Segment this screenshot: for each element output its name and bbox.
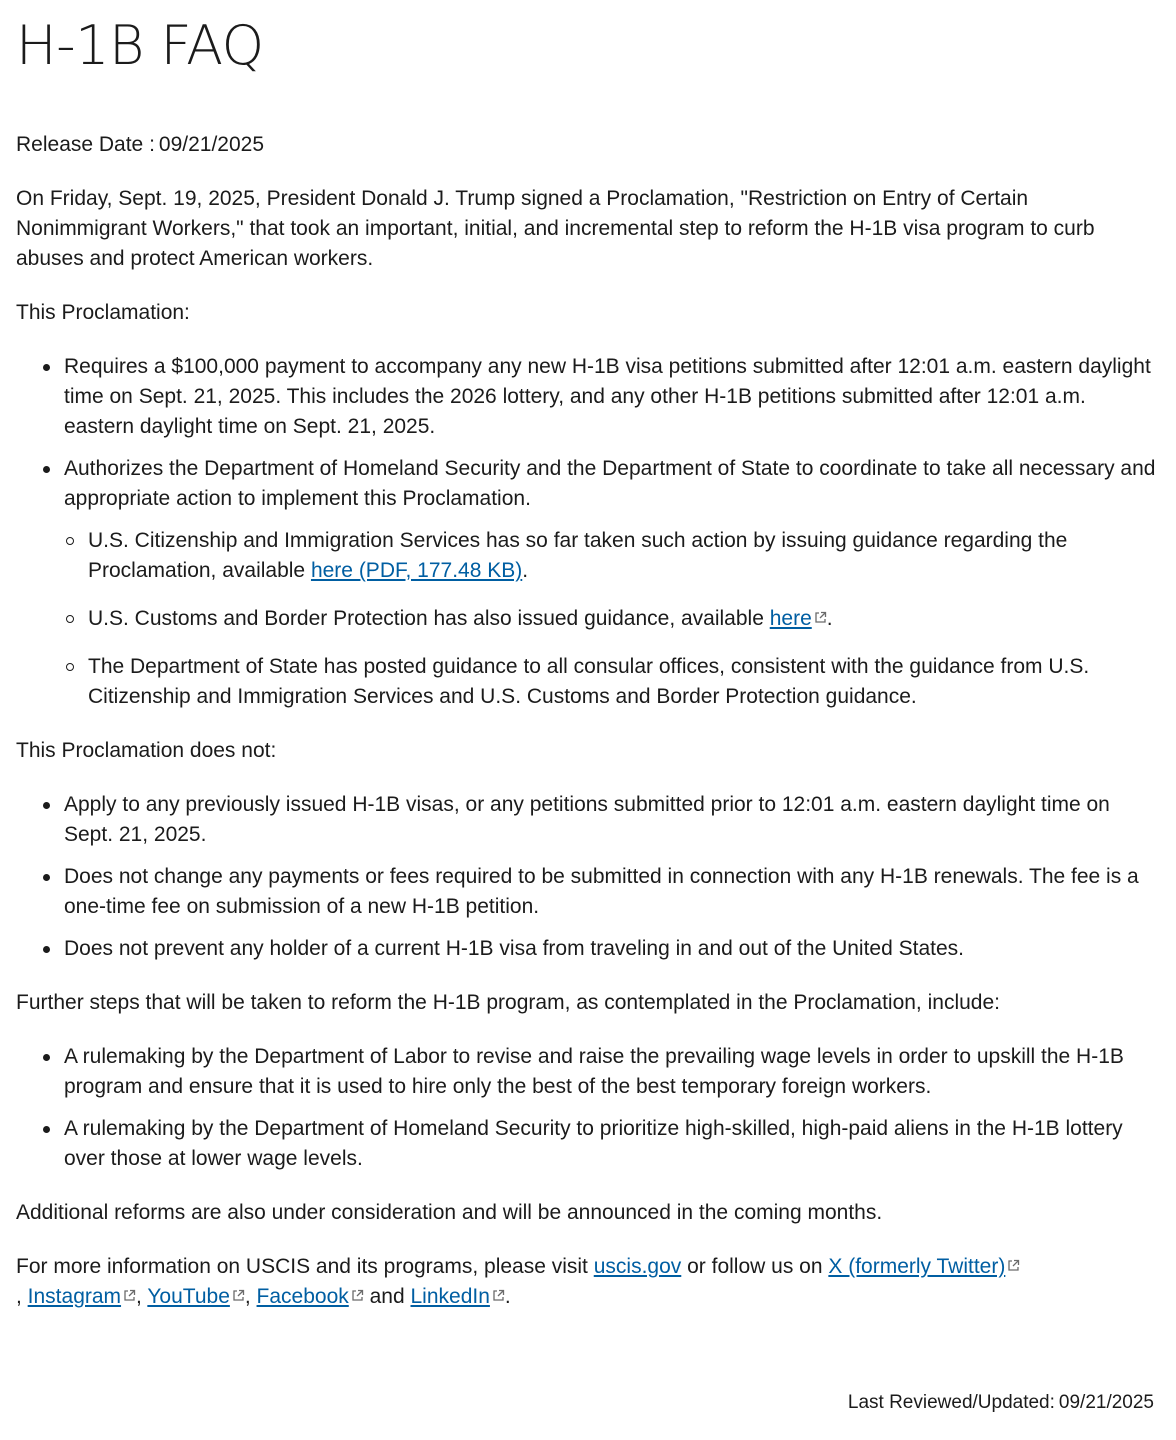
x-twitter-link[interactable]: X (formerly Twitter) [828, 1255, 1006, 1278]
list-item-text: Authorizes the Department of Homeland Security and the Department of State to coordinate to take all necessary and appropriate action to implement this Proclamation. [64, 457, 1156, 510]
list-item [64, 790, 1156, 850]
sub-item-end: . [826, 607, 833, 630]
intro-paragraph: On Friday, Sept. 19, 2025, President Donald J. Trump signed a Proclamation, "Restriction on Entry of Certain Nonimmigrant Workers," that took an important, initial, and incremental step to reform the H-1B visa program to curb abuses and protect American workers. [16, 187, 1095, 270]
instagram-link[interactable]: Instagram [27, 1285, 122, 1308]
sub-item-end: . [522, 559, 529, 582]
more-info-paragraph [16, 1252, 1156, 1312]
last-reviewed [848, 1388, 1154, 1418]
sub-item-text: The Department of State has posted guidance to all consular offices, consistent with the guidance from U.S. Citizenship and Immigration Services and U.S. Customs and Border Protection guidance. [88, 655, 1090, 708]
separator: , [244, 1285, 257, 1308]
last-reviewed-label: Last Reviewed/Updated: [847, 1392, 1055, 1413]
list-item [64, 1042, 1156, 1102]
release-date [16, 130, 1156, 160]
release-date-value: 09/21/2025 [158, 133, 265, 156]
more-info-follow: or follow us on [681, 1255, 829, 1278]
uscis-guidance-pdf-link[interactable]: here (PDF, 177.48 KB) [310, 559, 523, 582]
external-link-icon [351, 1289, 364, 1302]
external-link-icon [232, 1289, 245, 1302]
list-item-text: A rulemaking by the Department of Homeland Security to prioritize high-skilled, high-paid aliens in the H-1B lottery over those at lower wage levels. [64, 1117, 1123, 1170]
further-steps-list [16, 1042, 1156, 1174]
list-item [64, 352, 1156, 442]
sub-item-text: U.S. Customs and Border Protection has also issued guidance, available [88, 607, 770, 630]
sub-item-text: U.S. Citizenship and Immigration Services has so far taken such action by issuing guidance regarding the Proclamation, available [88, 529, 1068, 582]
does-not-list [16, 790, 1156, 964]
release-date-label: Release Date : [16, 133, 155, 156]
faq-content [16, 0, 1156, 1312]
separator: , [16, 1285, 28, 1308]
separator: , [136, 1285, 148, 1308]
and-text: and [363, 1285, 411, 1308]
sub-list-item-uscis [88, 526, 1156, 586]
more-info-end: . [504, 1285, 511, 1308]
youtube-link[interactable]: YouTube [147, 1285, 230, 1308]
list-item-text: Does not prevent any holder of a current H-1B visa from traveling in and out of the United States. [64, 937, 964, 960]
list-item-text: A rulemaking by the Department of Labor to revise and raise the prevailing wage levels in order to upskill the H-1B program and ensure that it is used to hire only the best of the best temporary foreign workers. [64, 1045, 1124, 1098]
list-item-text: Apply to any previously issued H-1B visas, or any petitions submitted prior to 12:01 a.m. eastern daylight time on Sept. 21, 2025. [64, 793, 1110, 846]
section-heading-further-steps: Further steps that will be taken to reform the H-1B program, as contemplated in the Proclamation, include: [16, 991, 1000, 1014]
sub-list-item-dos [88, 652, 1156, 712]
cbp-guidance-link[interactable]: here [769, 607, 812, 630]
last-reviewed-date: 09/21/2025 [1058, 1392, 1154, 1413]
external-link-icon [814, 611, 827, 624]
uscis-gov-link[interactable]: uscis.gov [593, 1255, 682, 1278]
external-link-icon [492, 1289, 505, 1302]
sub-list-item-cbp [88, 604, 1156, 634]
linkedin-link[interactable]: LinkedIn [410, 1285, 490, 1308]
list-item-text: Requires a $100,000 payment to accompany any new H-1B visa petitions submitted after 12:01 a.m. eastern daylight time on Sept. 21, 2025. This includes the 2026 lottery, and any other H-1B petitions submitted after 12:01 a.m. eastern daylight time on Sept. 21, 2025. [64, 355, 1151, 438]
list-item [64, 934, 1156, 964]
section-heading-proclamation: This Proclamation: [16, 301, 190, 324]
more-info-prefix: For more information on USCIS and its programs, please visit [16, 1255, 594, 1278]
list-item [64, 862, 1156, 922]
additional-reforms-paragraph: Additional reforms are also under consideration and will be announced in the coming months. [16, 1201, 883, 1224]
list-item [64, 1114, 1156, 1174]
facebook-link[interactable]: Facebook [256, 1285, 349, 1308]
external-link-icon [123, 1289, 136, 1302]
proclamation-list [16, 352, 1156, 712]
list-item-text: Does not change any payments or fees required to be submitted in connection with any H-1B renewals. The fee is a one-time fee on submission of a new H-1B petition. [64, 865, 1139, 918]
sub-list [64, 526, 1156, 712]
external-link-icon [1007, 1259, 1020, 1272]
section-heading-does-not: This Proclamation does not: [16, 739, 277, 762]
list-item [64, 454, 1156, 712]
page-title: H-1B FAQ [16, 14, 264, 77]
